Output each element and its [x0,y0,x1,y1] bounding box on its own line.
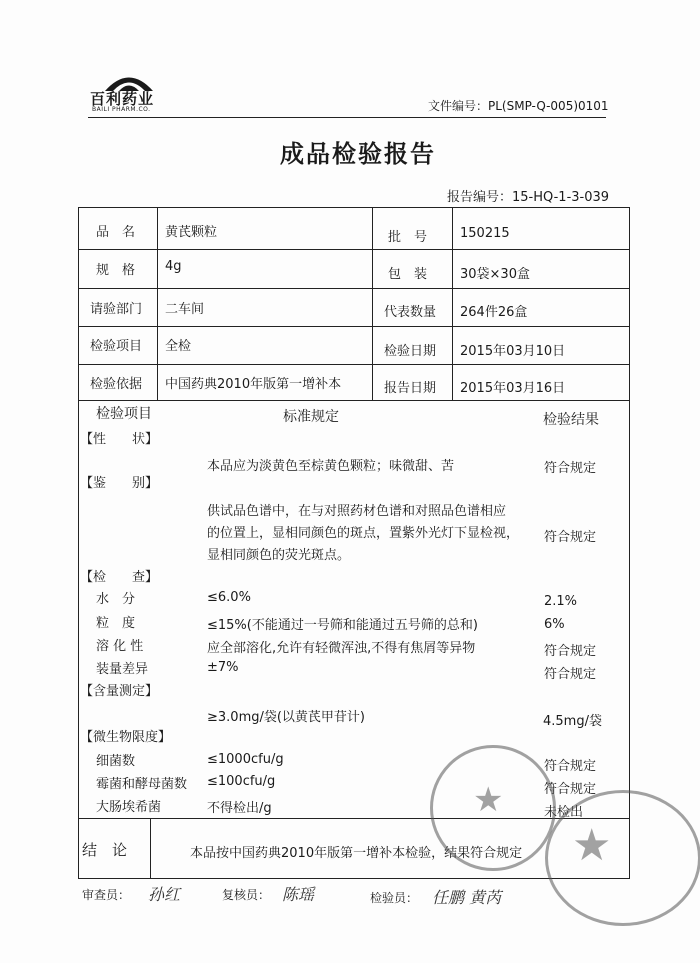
spec-label: 规 格 [96,263,136,278]
reviewer-signature: 孙红 [148,885,181,904]
check-standard: ±7% [207,660,239,675]
check-standard: ≤15%(不能通过一号筛和能通过五号筛的总和) [207,618,478,633]
company-logo-text: 百利药业 [90,90,155,108]
check-item: 粒 度 [96,616,136,631]
batch-value: 150215 [460,226,510,241]
qa-seal-stamp [545,790,700,926]
package-value: 30袋×30盒 [460,267,530,282]
company-logo-subtext: BAILI PHARM.CO. [92,106,151,113]
test-item-label: 检验项目 [90,339,143,354]
batch-label: 批 号 [388,230,428,245]
content-result: 4.5mg/袋 [543,714,602,729]
micro-result: 符合规定 [544,759,597,774]
identification-result: 符合规定 [544,530,597,545]
file-number: 文件编号：PL(SMP-Q-005)0101 [428,99,609,113]
check-result: 符合规定 [544,644,597,659]
test-basis-value: 中国药典2010年版第一增补本 [165,377,342,392]
check-standard: 应全部溶化,允许有轻微浑浊,不得有焦屑等异物 [207,641,476,656]
spec-value: 4g [165,259,182,274]
section-content: 【含量测定】 [80,684,159,699]
test-basis-label: 检验依据 [90,377,143,392]
report-date-label: 报告日期 [384,381,437,396]
seal-star-icon: ★ [473,780,504,820]
micro-standard: ≤100cfu/g [207,774,276,789]
seal-star-icon: ★ [572,820,612,871]
quantity-label: 代表数量 [384,305,437,320]
micro-item: 大肠埃希菌 [96,800,162,815]
product-name-label: 品 名 [96,225,136,240]
section-check: 【检 查】 [80,570,159,585]
report-number: 报告编号：15-HQ-1-3-039 [447,190,610,205]
identification-standard-line1: 供试品色谱中，在与对照药材色谱和对照品色谱相应 [207,504,507,519]
identification-standard-line2: 的位置上，显相同颜色的斑点，置紫外光灯下显检视， [207,526,520,541]
product-name-value: 黄芪颗粒 [165,225,218,240]
check-result: 符合规定 [544,667,597,682]
inspector-signature: 任鹏 黄芮 [432,888,502,907]
check-result: 6% [544,617,565,632]
package-label: 包 装 [388,267,428,282]
micro-result: 符合规定 [544,782,597,797]
department-label: 请验部门 [90,302,143,317]
column-header-item: 检验项目 [96,406,152,422]
conclusion-text: 本品按中国药典2010年版第一增补本检验，结果符合规定 [190,846,523,861]
section-appearance: 【性 状】 [80,432,159,447]
micro-standard: ≤1000cfu/g [207,752,284,767]
test-item-value: 全检 [165,339,192,354]
quantity-value: 264件26盒 [460,305,528,320]
department-value: 二车间 [165,302,205,317]
inspector-label: 检验员： [370,891,419,905]
micro-item: 细菌数 [96,754,136,769]
check-standard: ≤6.0% [207,590,251,605]
checker-signature: 陈瑶 [282,885,315,904]
checker-label: 复核员： [222,888,271,902]
test-date-label: 检验日期 [384,344,437,359]
reviewer-label: 审查员： [82,888,131,902]
micro-standard: 不得检出/g [207,801,272,816]
report-date-value: 2015年03月16日 [460,381,566,396]
page-title: 成品检验报告 [280,140,436,168]
appearance-result: 符合规定 [544,461,597,476]
micro-item: 霉菌和酵母菌数 [96,777,188,792]
section-microbial: 【微生物限度】 [80,730,172,745]
column-header-standard: 标准规定 [283,409,339,425]
test-date-value: 2015年03月10日 [460,344,566,359]
check-result: 2.1% [544,594,578,609]
check-item: 溶 化 性 [96,639,144,654]
content-standard: ≥3.0mg/袋(以黄芪甲苷计) [207,710,366,725]
section-identification: 【鉴 别】 [80,476,159,491]
micro-result: 未检出 [544,805,584,820]
column-header-result: 检验结果 [543,412,599,428]
check-item: 水 分 [96,592,136,607]
identification-standard-line3: 显相同颜色的荧光斑点。 [207,548,351,563]
check-item: 装量差异 [96,662,149,677]
header-divider [88,117,606,118]
conclusion-label: 结 论 [82,841,128,859]
appearance-standard: 本品应为淡黄色至棕黄色颗粒；味微甜、苦 [207,459,455,474]
